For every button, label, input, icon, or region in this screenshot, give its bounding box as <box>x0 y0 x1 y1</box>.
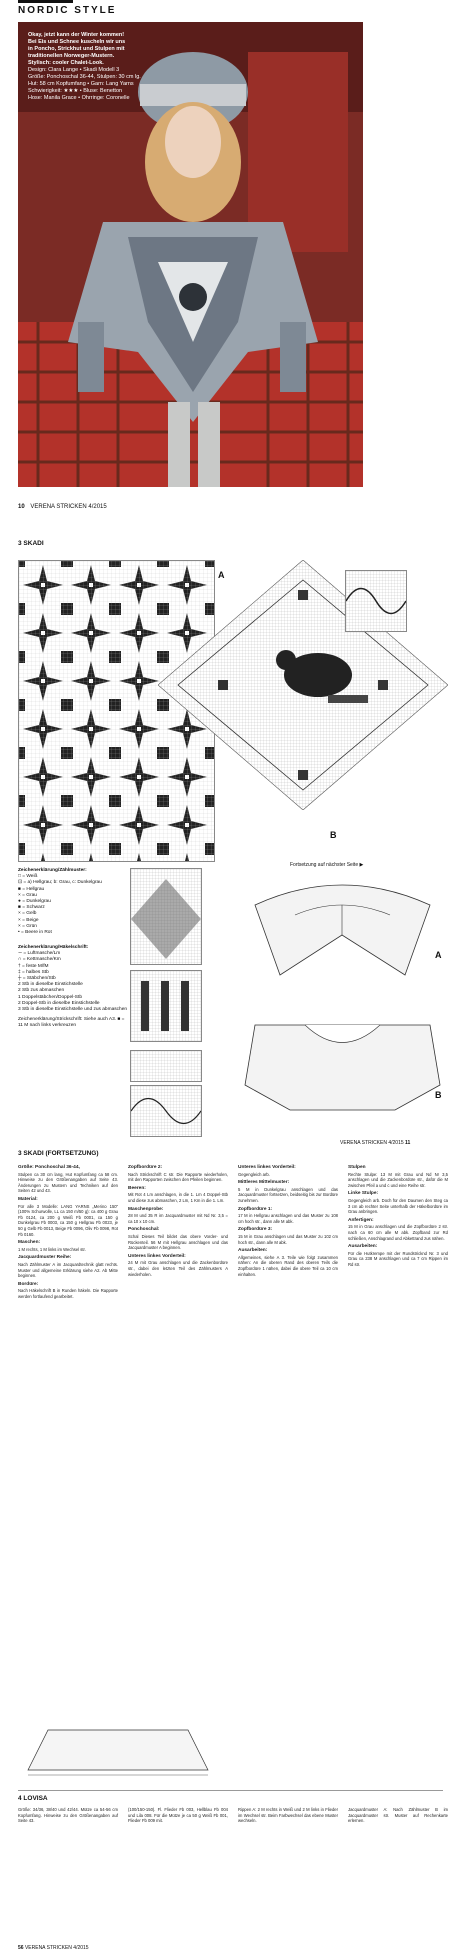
lovisa-col-1: Größe: 34/36, 38/40 und 42/44. Mütze ca 54-56 cm Kopfumfang. Hinweise zu den Größenangaben auf Seite 43. <box>18 1807 118 1824</box>
label-a: A <box>218 570 225 580</box>
chart-bottom-2 <box>130 1085 202 1137</box>
chart-b-small <box>345 570 407 632</box>
hat-schematic <box>18 1720 218 1780</box>
schematic-poncho <box>235 1000 450 1115</box>
lovisa-col-3: Rippen A: 2 M rechts in Weiß und 2 M links in Flieder im Wechsel str. Beim Farbwechsel das ebene Muster wechseln. <box>238 1807 338 1824</box>
text-column-3: Unteres linkes Vorderteil: Gegengleich arb. Mittleres Mittelmuster: 5 M in Dunkelgrau anschlagen und das Jacquardmuster fortsetzen, beidseitig bis zur Bordüre zunehmen. Zopfbordüre 1: 17 M in Hellgrau anschlagen und das Muster zu 108 cm hoch str., dann alle M abk. Zopfbordüre 3: 15 M in Grau anschlagen und das Muster zu 102 cm hoch str., dann alle M abk. Ausarbeiten: Allgemeines, siehe A 3. Teile wie folgt zusammen nähen: An die oberen Rand des oberen Teils die Zopfbordüre 1 nähen, dabei die obere Teil ca 10 cm einhalten. <box>238 1165 338 1277</box>
label-b-schematic: B <box>435 1090 442 1100</box>
label-a-schematic: A <box>435 950 442 960</box>
schematic-scarf <box>235 875 450 990</box>
section-title-continued: 3 SKADI (FORTSETZUNG) <box>18 1150 99 1157</box>
chart-bottom-1 <box>130 1050 202 1082</box>
fashion-photo <box>18 22 363 487</box>
section-title-lovisa: 4 LOVISA <box>18 1795 48 1802</box>
legend-crochet: Zeichenerklärung/Häkelschrift: ∼ = Luftmasche/Lm ∩ = Kettmasche/Km † = feste M/fM ‡ = halbes Stb ┼ = Stäbchen/Stb 2 Stb in dieselbe Einstichstelle 2 Stb zus abmaschen 1 Doppelstäbchen/Doppel-Stb 2 Doppel-Stb in dieselbe Einstichstelle 3 Stb in dieselbe Einstichstelle und zus abmaschen <box>18 945 128 1013</box>
lovisa-col-2: (100/150-150). Fl. Flieder Fb 003, Hellblau Fb 004 und Lila 008. Für die Mütze je ca 50 g Weiß Fb 001, Flieder Fb 009 mit. <box>128 1807 228 1824</box>
page-3 <box>0 1150 460 1959</box>
photo-credits: Okay, jetzt kann der Winter kommen! Bei Eis und Schnee kuscheln wir uns in Poncho, Strickhut und Stulpen mit traditionellen Norweger-Mustern. Stylisch: cooler Chalet-Look. Design: Clara Lange • Skadi Modell 3 Größe: Ponchoschal 36-44, Stulpen: 30 cm lg. Hut: 58 cm Kopfumfang • Garn: Lang Yarns Schwierigkeit: ★★★ • Bluse: Benetton Hose: Manila Grace • Ohrringe: Coronelle <box>28 32 141 101</box>
label-b-diamond: B <box>330 830 337 840</box>
page-3-footer: 56 VERENA STRICKEN 4/2015 <box>18 1945 89 1951</box>
chart-middle-1 <box>130 868 202 965</box>
lovisa-col-4: Jacquardmuster A: Nach Zählmuster B im Jacquardmuster str. Muster auf Rechenkarte erlernen. <box>348 1807 448 1824</box>
text-column-4: Stulpen Rechte Stulpe: 13 M mit Grau und Nd Nr 3,5 anschlagen und die Zackenbordüre str., dafür die M zwischen Pfeil a und c und eine Reihe str. Linke Stulpe: Gegengleich arb. Doch für den Daumen den Steg ca 3 cm ab rechter Seite unterhalb der Häkelbordüre im Grau anbringen. Anfertigen: 15 M in Grau anschlagen und die Zopfbordüre 2 str. nach ca 60 cm alle M abk. Zopfband zur Rd schließen, Anschlagrand und Abkettrand zus nähen. Ausarbeiten: Für die Hutkrempe mit der Rundstricknd Nr. 3 und Grau ca 238 M anschlagen und ca 7 cm Rippen im Rd str. <box>348 1165 448 1267</box>
chart-middle-2 <box>130 970 202 1042</box>
section-title: 3 SKADI <box>18 540 44 547</box>
page-footer: 10 VERENA STRICKEN 4/2015 <box>18 504 107 510</box>
page-1 <box>0 0 460 522</box>
text-column-2: Zopfbordüre 2: Nach Strickschrift C str. Die Rapporte wiederholen, mit den Rapporten zwischen den Pfeilen beginnen. Beeren: Mit Rot 4 Lm anschlagen, in die 1. Lm 4 Doppel-Stb und diese zus abmaschen, 2 Lm, 1 Km in die 1. Lm. Maschenprobe: 28 M und 35 R im Jacquardmuster mit Nd Nr. 3,5 = ca 10 x 10 cm. Ponchoschal: Schal Dieses Teil bildet das obere Vorder- und Rückenteil. 56 M mit Hellgrau anschlagen und das Jacquardmuster A beginnen. Unteres linkes Vorderteil: 24 M mit Grau anschlagen und die Zackenbordüre str., dabei den letzten Teil des Zählmusters A wiederholen. <box>128 1165 228 1277</box>
page-header: NORDIC STYLE <box>18 5 116 16</box>
text-column-1: Größe: Ponchoschal 36-44, Stulpen ca 30 cm lang, Hut Kopfumfang ca 58 cm. Hinweise zu den Größenangaben auf Seite 43. Änderungen zu Mustern und Techniken auf den Seiten 42 und 43. Material: Für alle 3 Modelle: LANG YARNS „Merino 150“ (100% Schurwolle, LL ca 150 m/50 g): ca 400 g Grau Fb 0124, ca 200 g Weiß Fb 0001, ca 150 g Dunkelgrau Fb 0003, ca 150 g Hellgrau Fb 0023, je 50 g Gelb Fb 0013, Beige Fb 0096, Oliv Fb 0098, Rot Fb 0160. Maschen: 1 M rechts, 1 M links im Wechsel str. Jacquardmuster Reihe: Nach Zählmuster A im Jacquardtechnik glatt rechts. Muster und allgemeine Erklärung siehe A2. Ab Mitte beginnen. Bordüre: Nach Häkelschrift B in Runden häkeln. Die Rapporte werden fortlaufend gearbeitet. <box>18 1165 118 1299</box>
page-2-footer: VERENA STRICKEN 4/2015 11 <box>340 1140 411 1146</box>
legend-knit: Zeichenerklärung/Strickschrift: Siehe auch A3. ■ = 11 M nach links verkreuzen <box>18 1017 125 1029</box>
continued-note: Fortsetzung auf nächster Seite ▶ <box>290 862 364 868</box>
legend-count: Zeichenerklärung/Zählmuster: □ = Weiß ⊡ = a) Hellgrau; b: Grau, c: Dunkelgrau ■ = Hellgrau × = Grau ● = Dunkelgrau ■ = Schwarz × = Gelb × = Beige × = Grün • = Beere in Rot <box>18 868 102 936</box>
